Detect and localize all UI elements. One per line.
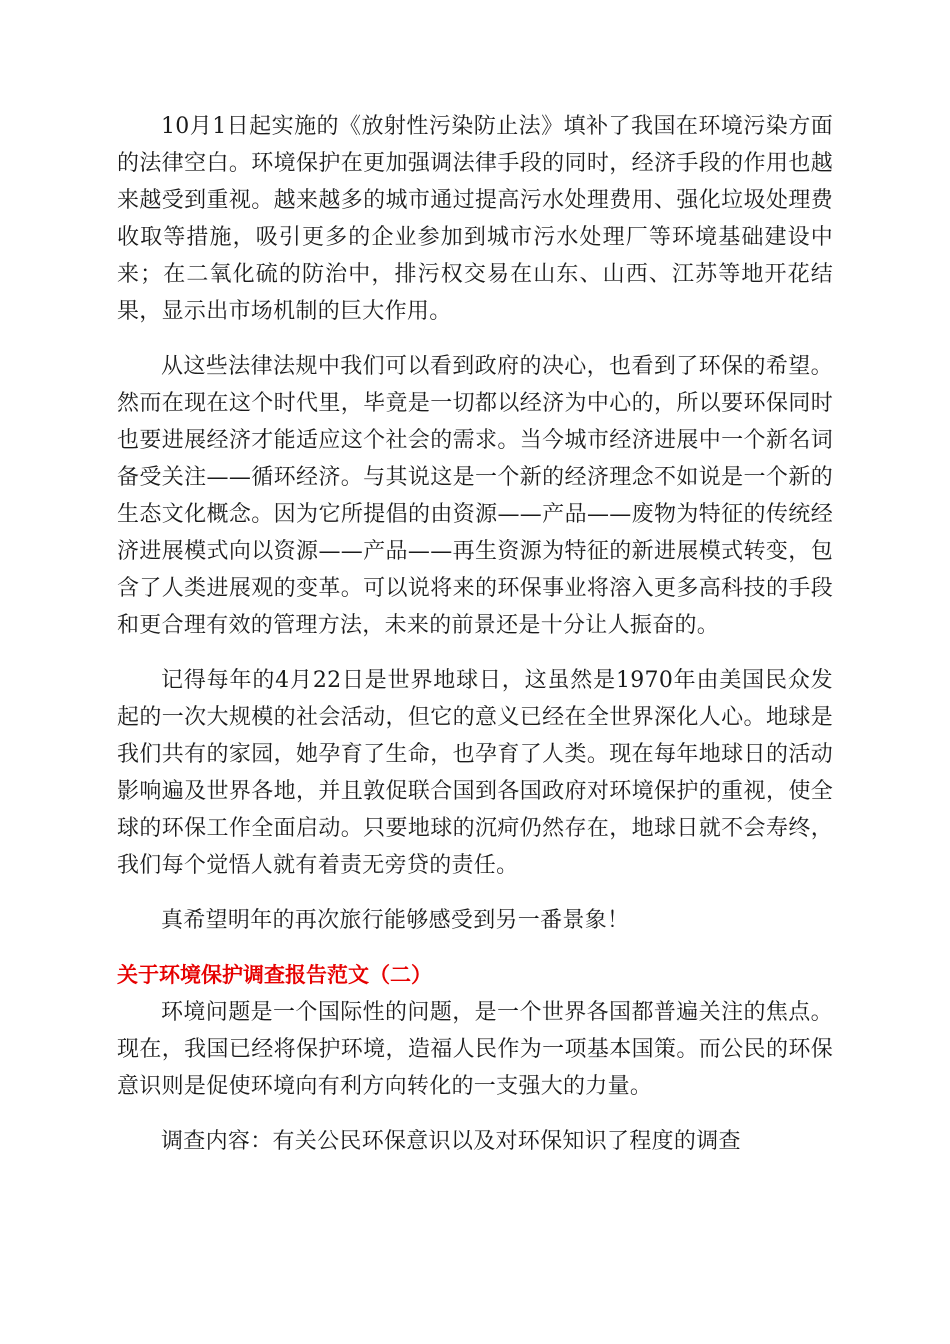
paragraph-circular-economy: 从这些法律法规中我们可以看到政府的决心，也看到了环保的希望。然而在现在这个时代里，毕竟是一切都以经济为中心的，所以要环保同时也要进展经济才能适应这个社会的需求。当今城市经济进展中一个新名词备受关注——循环经济。与其说这是一个新的经济理念不如说是一个新的生态文化概念。因为它所提倡的由资源——产品——废物为特征的传统经济进展模式向以资源——产品——再生资源为特征的新进展模式转变，包含了人类进展观的变革。可以说将来的环保事业将溶入更多高科技的手段和更合理有效的管理方法，未来的前景还是十分让人振奋的。 (117, 354, 833, 638)
section-heading: 关于环境保护调查报告范文（二） (117, 963, 432, 987)
paragraph-next-trip: 真希望明年的再次旅行能够感受到另一番景象！ (161, 908, 630, 933)
paragraph-earth-day: 记得每年的4月22日是世界地球日，这虽然是1970年由美国民众发起的一次大规模的社会活动，但它的意义已经在全世界深化人心。地球是我们共有的家园，她孕育了生命，也孕育了人类。现在每年地球日的活动影响遍及世界各地，并且敦促联合国到各国政府对环境保护的重视，使全球的环保工作全面启动。只要地球的沉疴仍然存在，地球日就不会寿终，我们每个觉悟人就有着责无旁贷的责任。 (117, 668, 833, 878)
document-body (117, 108, 833, 1178)
paragraph-survey-content: 调查内容：有关公民环保意识以及对环保知识了程度的调查 (161, 1129, 741, 1154)
paragraph-international-issue: 环境问题是一个国际性的问题，是一个世界各国都普遍关注的焦点。现在，我国已经将保护环境，造福人民作为一项基本国策。而公民的环保意识则是促使环境向有利方向转化的一支强大的力量。 (117, 1000, 833, 1099)
paragraph-law-blank: 10月1日起实施的《放射性污染防止法》填补了我国在环境污染方面的法律空白。环境保护在更加强调法律手段的同时，经济手段的作用也越来越受到重视。越来越多的城市通过提高污水处理费用、强化垃圾处理费收取等措施，吸引更多的企业参加到城市污水处理厂等环境基础建设中来；在二氧化硫的防治中，排污权交易在山东、山西、江苏等地开花结果，显示出市场机制的巨大作用。 (117, 114, 833, 324)
